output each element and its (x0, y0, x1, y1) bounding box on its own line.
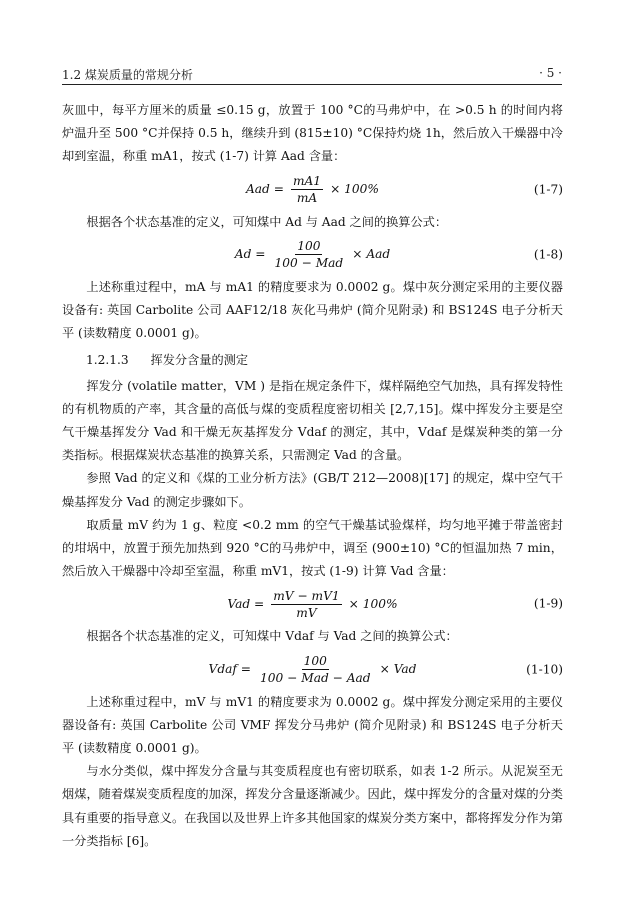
subsection-number: 1.2.1.3 (86, 353, 129, 368)
subsection-heading (62, 349, 563, 372)
equation-lhs: Ad = (234, 247, 266, 262)
paragraph-ash-equipment: 上述称重过程中，mA 与 mA1 的精度要求为 0.0002 g。煤中灰分测定采用的主要仪器设备有: 英国 Carbolite 公司 AAF12/18 灰化马弗炉 (简介见附录) 和 BS124S 电子分析天平 (读数精度 0.0001 g)。 (62, 279, 563, 341)
equation-lhs: Vad = (227, 596, 265, 611)
equation-numerator: mV − mV1 (273, 588, 340, 603)
equation-number: (1-7) (533, 182, 563, 197)
equation-1-7 (62, 169, 563, 211)
equation-1-8 (62, 234, 563, 276)
equation-lhs: Aad = (245, 182, 284, 196)
subsection-title: 挥发分含量的测定 (150, 353, 249, 368)
equation-numerator: 100 (303, 654, 327, 669)
equation-numerator: mA1 (292, 174, 322, 189)
equation-rhs: × 100% (330, 182, 380, 196)
paragraph-volatile-definition: 挥发分 (volatile matter，VM ) 是指在规定条件下，煤样隔绝空气加热，具有挥发特性的有机物质的产率，其含量的高低与煤的变质程度密切相关 [2,7,15]。煤中挥发分主要是空气干燥基挥发分 Vad 和干燥无灰基挥发分 Vdaf 的测定，其中，Vdaf 是煤炭种类的第一分类指标。根据煤炭状态基准的换算关系，只需测定 Vad 的含量。 (62, 378, 563, 463)
equation-denominator: 100 − Mad − Aad (260, 671, 371, 686)
paragraph-volatile-classification: 与水分类似，煤中挥发分含量与其变质程度也有密切联系，如表 1-2 所示。从泥炭至无烟煤，随着煤炭变质程度的加深，挥发分含量逐渐减少。因此，煤中挥发分的含量对煤的分类具有重要的指导意义。在我国以及世界上许多其他国家的煤炭分类方案中，都将挥发分作为第一分类指标 [6]。 (62, 764, 563, 848)
equation-numerator: 100 (297, 239, 321, 254)
equation-rhs: × Aad (352, 247, 391, 262)
equation-rhs: × Vad (379, 662, 417, 677)
equation-1-9 (62, 583, 563, 625)
page-number: · 5 · (539, 66, 562, 80)
equation-number: (1-8) (533, 247, 563, 262)
page-body (62, 99, 563, 853)
equation-rhs: × 100% (348, 596, 398, 611)
equation-lhs: Vdaf = (208, 662, 251, 677)
equation-number: (1-10) (526, 662, 563, 677)
equation-denominator: 100 − Mad (274, 256, 344, 271)
equation-denominator: mA (296, 191, 318, 206)
equation-denominator: mV (296, 605, 317, 620)
section-title: 1.2 煤炭质量的常规分析 (62, 68, 193, 82)
equation-number: (1-9) (533, 596, 563, 611)
paragraph-ash-procedure: 灰皿中，每平方厘米的质量 ≤0.15 g，放置于 100 °C的马弗炉中，在 >0.5 h 的时间内将炉温升至 500 °C并保持 0.5 h，继续升到 (815±10) °C保持灼烧 1h，然后放入干燥器中冷却到室温，称重 mA1，按式 (1-7) 计算 Aad 含量： (62, 103, 563, 164)
paragraph-volatile-equipment: 上述称重过程中，mV 与 mV1 的精度要求为 0.0002 g。煤中挥发分测定采用的主要仪器设备有: 英国 Carbolite 公司 VMF 挥发分马弗炉 (简介见附录) 和 BS124S 电子分析天平 (读数精度 0.0001 g)。 (62, 694, 563, 756)
equation-1-10 (62, 649, 563, 691)
paragraph-ash-conversion-intro: 根据各个状态基准的定义，可知煤中 Ad 与 Aad 之间的换算公式： (86, 214, 448, 229)
running-header (62, 66, 562, 85)
paragraph-volatile-conversion-intro: 根据各个状态基准的定义，可知煤中 Vdaf 与 Vad 之间的换算公式： (86, 629, 458, 644)
paragraph-volatile-standard: 参照 Vad 的定义和《煤的工业分析方法》(GB/T 212—2008)[17] 的规定，煤中空气干燥基挥发分 Vad 的测定步骤如下。 (62, 471, 563, 509)
paragraph-volatile-procedure: 取质量 mV 约为 1 g、粒度 <0.2 mm 的空气干燥基试验煤样，均匀地平摊于带盖密封的坩埚中，放置于预先加热到 920 °C的马弗炉中，调至 (900±10) °C的恒温加热 7 min，然后放入干燥器中冷却至室温，称重 mV1，按式 (1-9) 计算 Vad 含量： (62, 517, 563, 579)
